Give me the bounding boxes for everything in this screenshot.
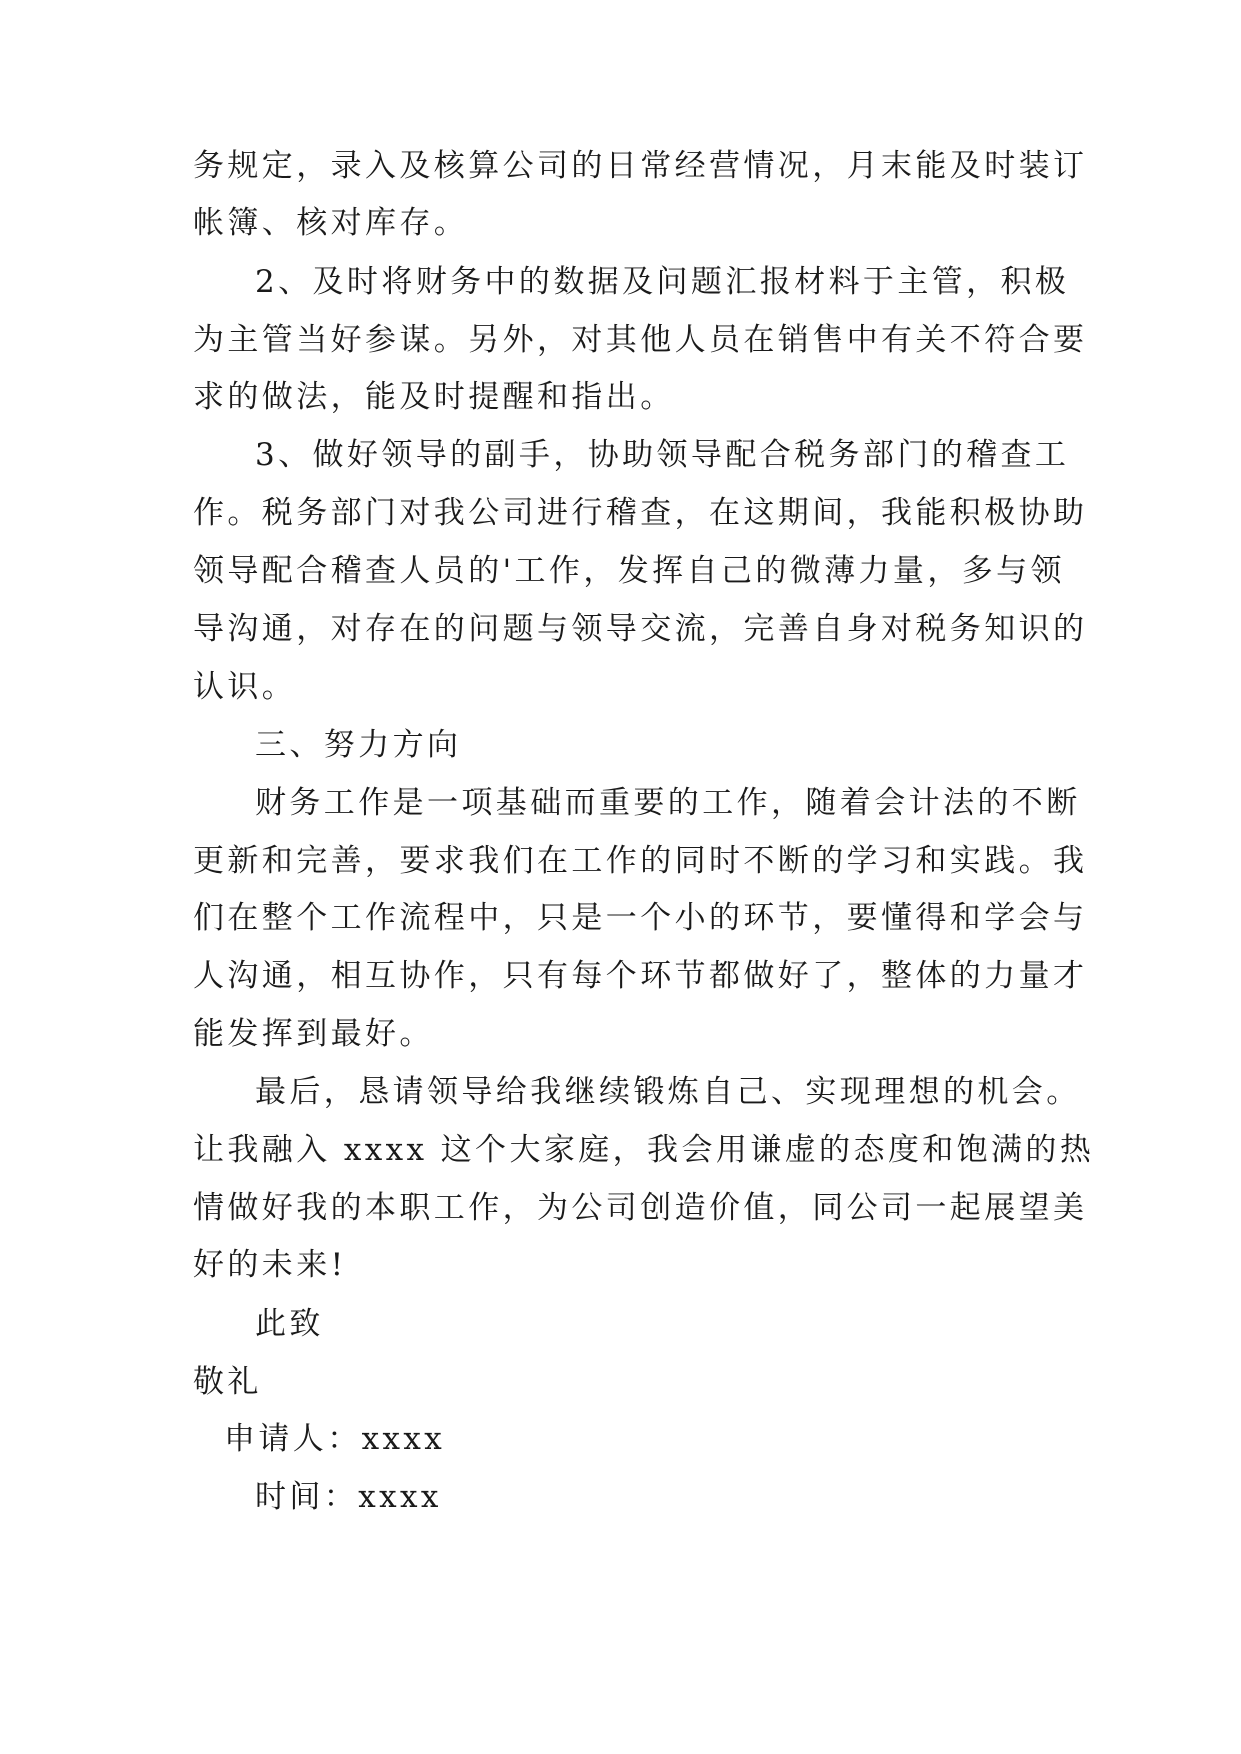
section-heading: 三、努力方向 <box>255 727 462 763</box>
body-line: 导沟通，对存在的问题与领导交流，完善自身对税务知识的 <box>193 611 1088 647</box>
body-line: 为主管当好参谋。另外，对其他人员在销售中有关不符合要 <box>193 322 1088 358</box>
body-line: 让我融入 xxxx 这个大家庭，我会用谦虚的态度和饱满的热 <box>193 1132 1095 1168</box>
date-line: 时间：xxxx <box>255 1479 442 1515</box>
applicant-line: 申请人：xxxx <box>224 1421 446 1457</box>
body-line: 务规定，录入及核算公司的日常经营情况，月末能及时装订 <box>193 148 1088 184</box>
closing-text: 此致 <box>255 1306 324 1342</box>
body-line: 认识。 <box>193 669 297 705</box>
body-line: 好的未来! <box>193 1247 347 1283</box>
body-line: 帐簿、核对库存。 <box>193 205 469 241</box>
body-line: 求的做法，能及时提醒和指出。 <box>193 379 675 415</box>
body-line: 3、做好领导的副手，协助领导配合税务部门的稽查工 <box>255 437 1070 473</box>
body-line: 领导配合稽查人员的'工作，发挥自己的微薄力量，多与领 <box>193 553 1065 589</box>
body-line: 们在整个工作流程中，只是一个小的环节，要懂得和学会与 <box>193 900 1088 936</box>
body-line: 更新和完善，要求我们在工作的同时不断的学习和实践。我 <box>193 843 1088 879</box>
body-line: 人沟通，相互协作，只有每个环节都做好了，整体的力量才 <box>193 958 1088 994</box>
body-line: 2、及时将财务中的数据及问题汇报材料于主管，积极 <box>255 264 1070 300</box>
body-line: 作。税务部门对我公司进行稽查，在这期间，我能积极协助 <box>193 495 1088 531</box>
body-line: 情做好我的本职工作，为公司创造价值，同公司一起展望美 <box>193 1190 1088 1226</box>
body-line: 能发挥到最好。 <box>193 1016 434 1052</box>
body-line: 财务工作是一项基础而重要的工作，随着会计法的不断 <box>255 785 1081 821</box>
salutation-text: 敬礼 <box>193 1364 262 1400</box>
body-line: 最后，恳请领导给我继续锻炼自己、实现理想的机会。 <box>255 1074 1081 1110</box>
